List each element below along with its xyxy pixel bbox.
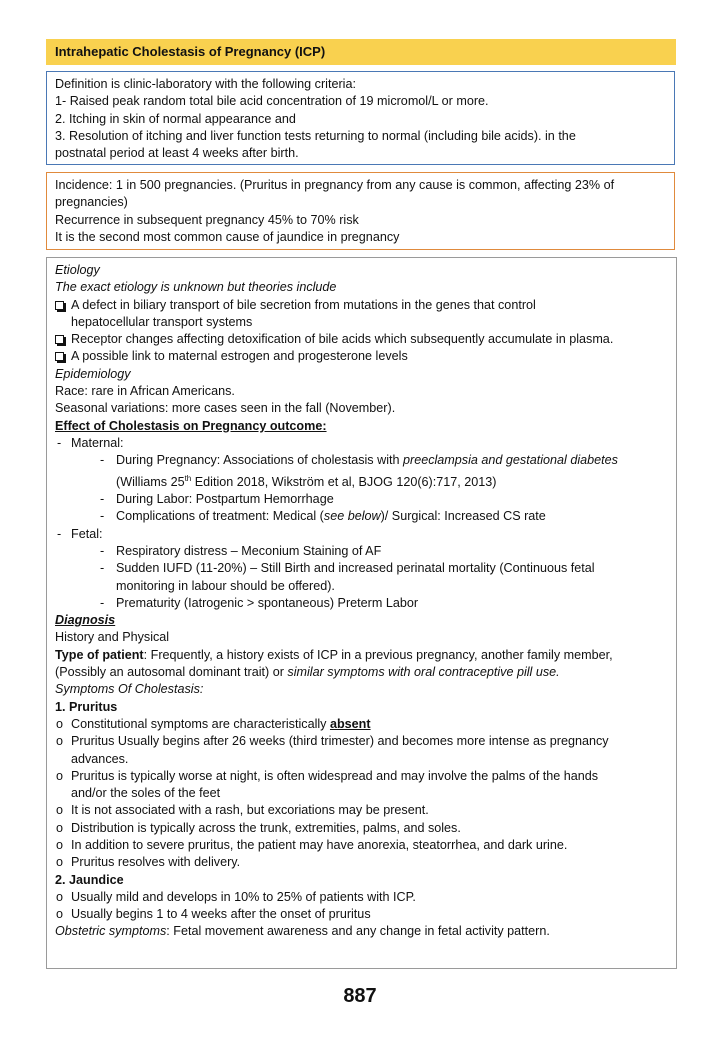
maternal-item: - Complications of treatment: Medical (see below)/ Surgical: Increased CS rate xyxy=(100,509,546,524)
etiology-item-cont: hepatocellular transport systems xyxy=(71,314,253,329)
main-content-box xyxy=(46,257,677,969)
maternal-label: - Maternal: xyxy=(57,435,124,450)
definition-line: 2. Itching in skin of normal appearance and xyxy=(55,111,296,126)
definition-line: 1- Raised peak random total bile acid concentration of 19 micromol/L or more. xyxy=(55,94,489,109)
pruritus-item-cont: advances. xyxy=(71,751,129,766)
epidemiology-seasonal: Seasonal variations: more cases seen in the fall (November). xyxy=(55,401,396,416)
obstetric-symptoms: Obstetric symptoms: Fetal movement awareness and any change in fetal activity pattern. xyxy=(55,924,550,939)
etiology-intro: The exact etiology is unknown but theories include xyxy=(55,280,337,295)
page-number: 887 xyxy=(343,985,377,1007)
definition-line: postnatal period at least 4 weeks after birth. xyxy=(55,146,299,161)
fetal-item: - Respiratory distress – Meconium Staining of AF xyxy=(100,543,382,558)
diagnosis-type: Type of patient: Frequently, a history exists of ICP in a previous pregnancy, another family member, xyxy=(55,647,613,662)
jaundice-item: o Usually begins 1 to 4 weeks after the onset of pruritus xyxy=(56,907,371,922)
checkbox-bullet-icon xyxy=(55,335,64,344)
pruritus-item: o Distribution is typically across the trunk, extremities, palms, and soles. xyxy=(56,820,461,835)
diagnosis-heading: Diagnosis xyxy=(55,613,116,628)
jaundice-heading: 2. Jaundice xyxy=(55,872,124,887)
definition-box xyxy=(46,71,675,165)
definition-line: Definition is clinic-laboratory with the following criteria: xyxy=(55,77,356,91)
pruritus-item: o Pruritus is typically worse at night, is often widespread and may involve the palms of the hands xyxy=(56,768,599,783)
pruritus-item: o It is not associated with a rash, but excoriations may be present. xyxy=(56,803,429,818)
fetal-item: - Prematurity (Iatrogenic > spontaneous) Preterm Labor xyxy=(100,595,419,610)
jaundice-item: o Usually mild and develops in 10% to 25% of patients with ICP. xyxy=(56,889,416,904)
etiology-item: A possible link to maternal estrogen and progesterone levels xyxy=(55,348,668,365)
pruritus-item: o Pruritus Usually begins after 26 weeks (third trimester) and becomes more intense as pregnancy xyxy=(56,734,609,749)
incidence-line: Recurrence in subsequent pregnancy 45% to 70% risk xyxy=(55,212,359,227)
diagnosis-type-cont: (Possibly an autosomal dominant trait) or similar symptoms with oral contraceptive pill use. xyxy=(55,665,560,680)
effect-heading: Effect of Cholestasis on Pregnancy outcome: xyxy=(55,418,327,433)
definition-line: 3. Resolution of itching and liver function tests returning to normal (including bile acids). in the xyxy=(55,128,576,143)
pruritus-heading: 1. Pruritus xyxy=(55,699,118,714)
etiology-item: A defect in biliary transport of bile secretion from mutations in the genes that control xyxy=(55,297,668,314)
maternal-item: - During Labor: Postpartum Hemorrhage xyxy=(100,492,334,507)
pruritus-item: o Constitutional symptoms are characteristically absent xyxy=(56,716,371,731)
pruritus-item-cont: and/or the soles of the feet xyxy=(71,786,221,801)
maternal-item: - During Pregnancy: Associations of cholestasis with preeclampsia and gestational diabetes xyxy=(100,453,618,468)
incidence-line: It is the second most common cause of jaundice in pregnancy xyxy=(55,229,400,244)
epidemiology-heading: Epidemiology xyxy=(55,366,131,381)
fetal-item-cont: monitoring in labour should be offered). xyxy=(116,578,335,593)
incidence-box xyxy=(46,172,675,250)
maternal-item-cont: (Williams 25th Edition 2018, Wikström et al, BJOG 120(6):717, 2013) xyxy=(116,473,497,489)
etiology-item: Receptor changes affecting detoxification of bile acids which subsequently accumulate in plasma. xyxy=(55,331,668,348)
checkbox-bullet-icon xyxy=(55,352,64,361)
pruritus-item: o Pruritus resolves with delivery. xyxy=(56,855,241,870)
pruritus-item: o In addition to severe pruritus, the patient may have anorexia, steatorrhea, and dark urine. xyxy=(56,837,568,852)
epidemiology-race: Race: rare in African Americans. xyxy=(55,384,235,399)
etiology-heading: Etiology xyxy=(55,263,100,277)
section-title: Intrahepatic Cholestasis of Pregnancy (ICP) xyxy=(46,39,676,65)
incidence-line: pregnancies) xyxy=(55,195,128,210)
symptoms-heading: Symptoms Of Cholestasis: xyxy=(55,682,204,697)
diagnosis-history: History and Physical xyxy=(55,630,170,645)
fetal-item: - Sudden IUFD (11-20%) – Still Birth and increased perinatal mortality (Continuous fetal xyxy=(100,561,595,576)
incidence-line: Incidence: 1 in 500 pregnancies. (Pruritus in pregnancy from any cause is common, affecting 23% of xyxy=(55,178,615,192)
fetal-label: - Fetal: xyxy=(57,526,103,541)
checkbox-bullet-icon xyxy=(55,301,64,310)
